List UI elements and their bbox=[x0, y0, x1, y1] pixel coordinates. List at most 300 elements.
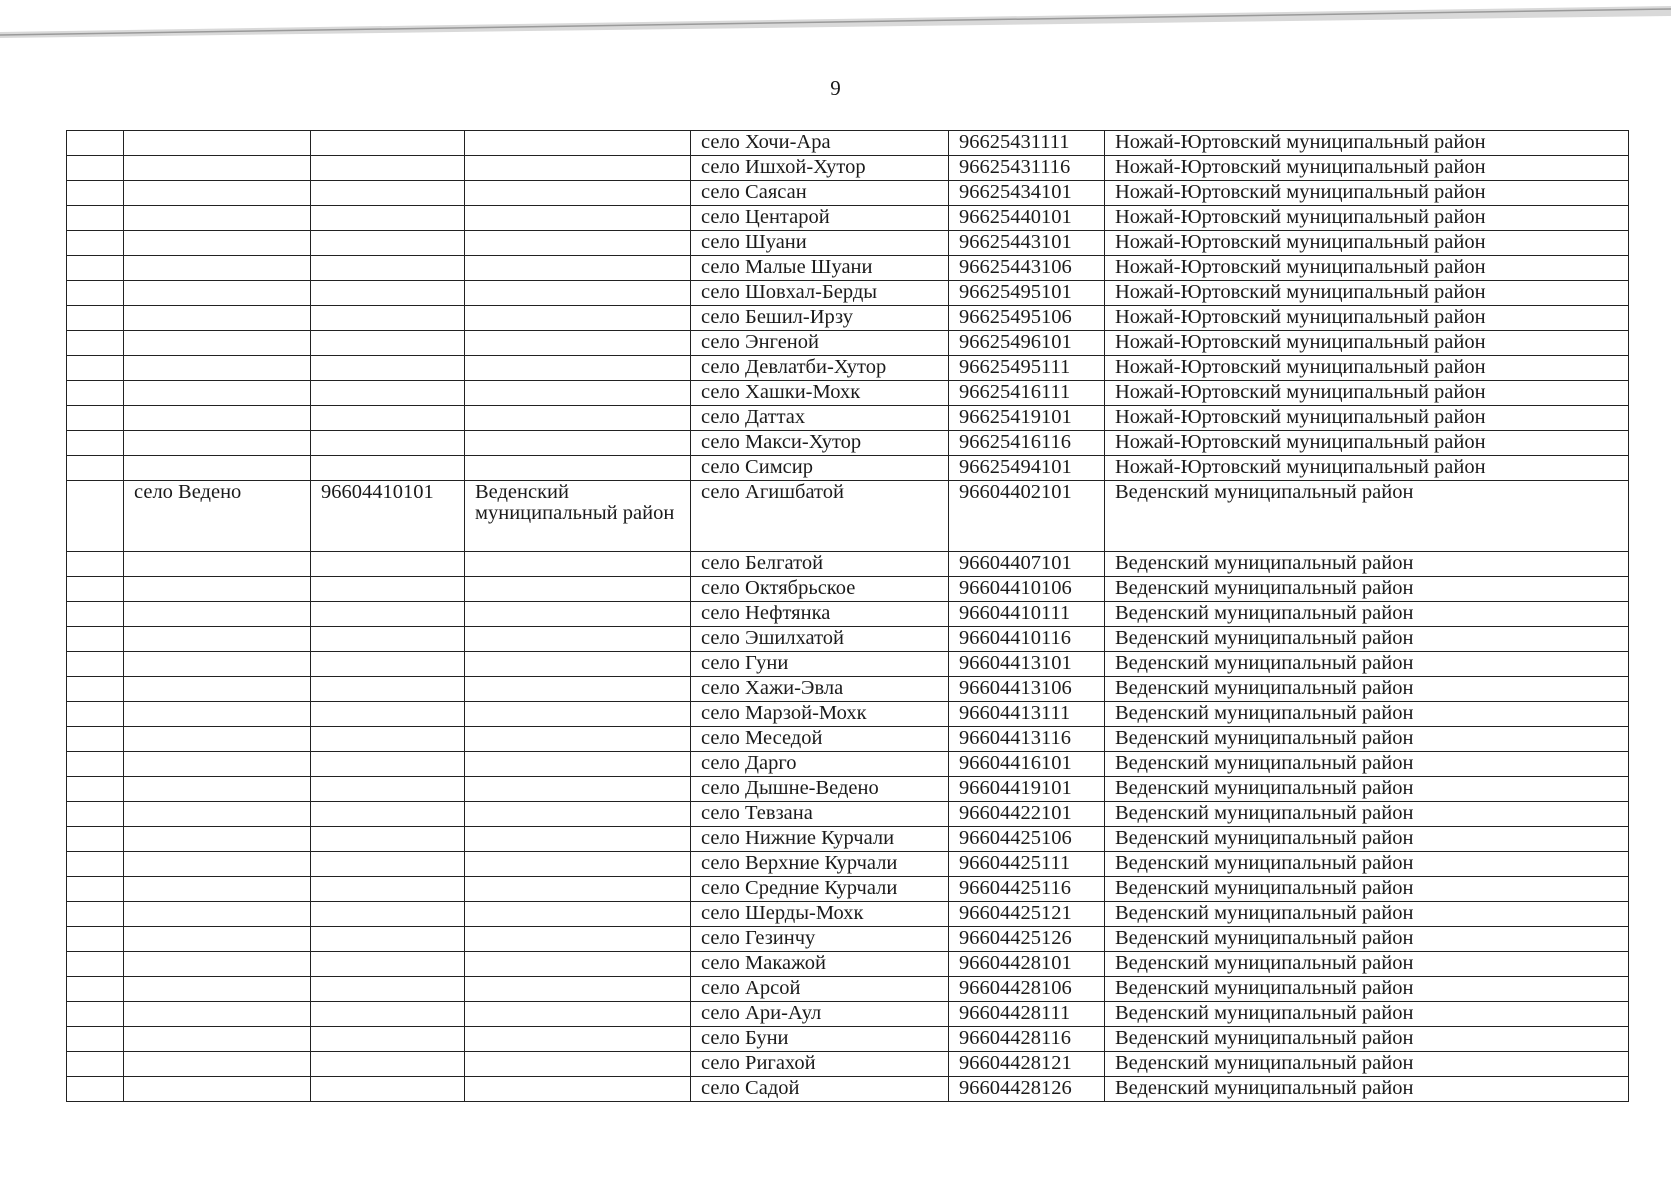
settlement-name: село Верхние Курчали bbox=[691, 852, 949, 877]
settlement-code: 96604413116 bbox=[949, 727, 1105, 752]
table-row bbox=[67, 1027, 1629, 1052]
vedeno-rows bbox=[67, 552, 1629, 1102]
settlement-code: 96604428121 bbox=[949, 1052, 1105, 1077]
settlement-name: село Октябрьское bbox=[691, 577, 949, 602]
cell-index bbox=[67, 627, 124, 652]
cell-center-code bbox=[311, 927, 465, 952]
settlement-district: Веденский муниципальный район bbox=[1105, 481, 1629, 552]
settlement-district: Веденский муниципальный район bbox=[1105, 702, 1629, 727]
settlement-code: 96625434101 bbox=[949, 181, 1105, 206]
settlement-code: 96604425126 bbox=[949, 927, 1105, 952]
settlement-name: село Белгатой bbox=[691, 552, 949, 577]
cell-center-code bbox=[311, 952, 465, 977]
cell-center-name bbox=[124, 156, 311, 181]
settlement-code: 96625443101 bbox=[949, 231, 1105, 256]
table-row bbox=[67, 156, 1629, 181]
cell-center-code bbox=[311, 1027, 465, 1052]
settlement-name: село Ригахой bbox=[691, 1052, 949, 1077]
cell-center-name bbox=[124, 206, 311, 231]
settlement-district: Веденский муниципальный район bbox=[1105, 1077, 1629, 1102]
cell-index bbox=[67, 1002, 124, 1027]
cell-center-district bbox=[465, 877, 691, 902]
table-row bbox=[67, 206, 1629, 231]
settlement-name: село Гуни bbox=[691, 652, 949, 677]
center-code: 96604410101 bbox=[311, 481, 465, 552]
table-row bbox=[67, 281, 1629, 306]
table-row bbox=[67, 977, 1629, 1002]
cell-center-district bbox=[465, 852, 691, 877]
cell-index bbox=[67, 1027, 124, 1052]
settlement-code: 96625494101 bbox=[949, 456, 1105, 481]
cell-center-district bbox=[465, 577, 691, 602]
cell-center-name bbox=[124, 602, 311, 627]
settlement-name: село Даттах bbox=[691, 406, 949, 431]
cell-center-name bbox=[124, 356, 311, 381]
cell-index bbox=[67, 552, 124, 577]
cell-center-name bbox=[124, 231, 311, 256]
settlement-code: 96625416116 bbox=[949, 431, 1105, 456]
cell-index bbox=[67, 456, 124, 481]
settlement-name: село Шерды-Мохк bbox=[691, 902, 949, 927]
settlement-code: 96625495111 bbox=[949, 356, 1105, 381]
cell-center-code bbox=[311, 627, 465, 652]
settlement-code: 96604413106 bbox=[949, 677, 1105, 702]
cell-center-district bbox=[465, 281, 691, 306]
cell-center-district bbox=[465, 1002, 691, 1027]
cell-center-name bbox=[124, 952, 311, 977]
settlement-name: село Средние Курчали bbox=[691, 877, 949, 902]
settlement-district: Ножай-Юртовский муниципальный район bbox=[1105, 356, 1629, 381]
settlement-code: 96604407101 bbox=[949, 552, 1105, 577]
cell-center-code bbox=[311, 877, 465, 902]
cell-center-code bbox=[311, 677, 465, 702]
settlement-code: 96604413101 bbox=[949, 652, 1105, 677]
table-row bbox=[67, 456, 1629, 481]
cell-center-district bbox=[465, 677, 691, 702]
cell-index bbox=[67, 952, 124, 977]
cell-center-name bbox=[124, 777, 311, 802]
cell-index bbox=[67, 902, 124, 927]
cell-center-district bbox=[465, 777, 691, 802]
settlement-code: 96604428111 bbox=[949, 1002, 1105, 1027]
cell-center-district bbox=[465, 406, 691, 431]
table-row bbox=[67, 331, 1629, 356]
settlement-district: Ножай-Юртовский муниципальный район bbox=[1105, 381, 1629, 406]
settlement-district: Веденский муниципальный район bbox=[1105, 1002, 1629, 1027]
table-row bbox=[67, 727, 1629, 752]
cell-center-code bbox=[311, 777, 465, 802]
table-row bbox=[67, 181, 1629, 206]
cell-center-name bbox=[124, 702, 311, 727]
settlement-code: 96625416111 bbox=[949, 381, 1105, 406]
cell-center-name bbox=[124, 431, 311, 456]
cell-center-code bbox=[311, 1002, 465, 1027]
cell-center-district bbox=[465, 1052, 691, 1077]
settlement-name: село Макажой bbox=[691, 952, 949, 977]
cell-index bbox=[67, 1052, 124, 1077]
settlement-code: 96604419101 bbox=[949, 777, 1105, 802]
cell-center-code bbox=[311, 131, 465, 156]
cell-center-name bbox=[124, 281, 311, 306]
settlement-district: Ножай-Юртовский муниципальный район bbox=[1105, 181, 1629, 206]
settlement-district: Ножай-Юртовский муниципальный район bbox=[1105, 131, 1629, 156]
nozhai-yurt-rows bbox=[67, 131, 1629, 481]
settlements-table bbox=[66, 130, 1629, 1102]
cell-center-district bbox=[465, 456, 691, 481]
cell-center-name bbox=[124, 406, 311, 431]
cell-center-code bbox=[311, 727, 465, 752]
settlement-district: Веденский муниципальный район bbox=[1105, 802, 1629, 827]
cell-center-district bbox=[465, 702, 691, 727]
table-row bbox=[67, 702, 1629, 727]
cell-center-code bbox=[311, 156, 465, 181]
settlement-code: 96604410106 bbox=[949, 577, 1105, 602]
cell-center-name bbox=[124, 131, 311, 156]
settlement-code: 96604428126 bbox=[949, 1077, 1105, 1102]
settlement-district: Веденский муниципальный район bbox=[1105, 827, 1629, 852]
settlement-district: Веденский муниципальный район bbox=[1105, 752, 1629, 777]
cell-index bbox=[67, 331, 124, 356]
settlement-district: Ножай-Юртовский муниципальный район bbox=[1105, 456, 1629, 481]
cell-center-district bbox=[465, 552, 691, 577]
cell-center-code bbox=[311, 1052, 465, 1077]
table-row bbox=[67, 1052, 1629, 1077]
table-row bbox=[67, 852, 1629, 877]
cell-center-code bbox=[311, 256, 465, 281]
settlement-district: Веденский муниципальный район bbox=[1105, 627, 1629, 652]
table-row bbox=[67, 927, 1629, 952]
cell-center-name bbox=[124, 1052, 311, 1077]
settlement-name: село Шовхал-Берды bbox=[691, 281, 949, 306]
cell-center-name bbox=[124, 1077, 311, 1102]
cell-center-name bbox=[124, 181, 311, 206]
cell-center-name bbox=[124, 652, 311, 677]
center-name: село Ведено bbox=[124, 481, 311, 552]
cell-center-name bbox=[124, 852, 311, 877]
settlement-name: село Ишхой-Хутор bbox=[691, 156, 949, 181]
vedeno-center-group bbox=[67, 481, 1629, 552]
cell-index bbox=[67, 727, 124, 752]
cell-center-name bbox=[124, 977, 311, 1002]
settlement-name: село Хашки-Мохк bbox=[691, 381, 949, 406]
cell-index bbox=[67, 777, 124, 802]
cell-index bbox=[67, 802, 124, 827]
settlement-code: 96604428101 bbox=[949, 952, 1105, 977]
settlement-code: 96604416101 bbox=[949, 752, 1105, 777]
cell-center-district bbox=[465, 1027, 691, 1052]
cell-center-code bbox=[311, 381, 465, 406]
cell-index bbox=[67, 602, 124, 627]
cell-center-name bbox=[124, 827, 311, 852]
settlement-code: 96604428106 bbox=[949, 977, 1105, 1002]
cell-center-district bbox=[465, 952, 691, 977]
cell-index bbox=[67, 577, 124, 602]
cell-center-district bbox=[465, 331, 691, 356]
settlement-code: 96625440101 bbox=[949, 206, 1105, 231]
settlement-district: Ножай-Юртовский муниципальный район bbox=[1105, 256, 1629, 281]
settlement-name: село Меседой bbox=[691, 727, 949, 752]
cell-center-district bbox=[465, 131, 691, 156]
cell-index bbox=[67, 702, 124, 727]
cell-index bbox=[67, 677, 124, 702]
settlement-name: село Энгеной bbox=[691, 331, 949, 356]
settlement-code: 96604402101 bbox=[949, 481, 1105, 552]
cell-center-code bbox=[311, 652, 465, 677]
cell-center-name bbox=[124, 627, 311, 652]
cell-index bbox=[67, 306, 124, 331]
settlement-code: 96604410116 bbox=[949, 627, 1105, 652]
cell-index bbox=[67, 877, 124, 902]
cell-index bbox=[67, 852, 124, 877]
settlement-name: село Арсой bbox=[691, 977, 949, 1002]
cell-center-name bbox=[124, 456, 311, 481]
settlement-district: Ножай-Юртовский муниципальный район bbox=[1105, 206, 1629, 231]
cell-center-code bbox=[311, 331, 465, 356]
cell-index bbox=[67, 827, 124, 852]
settlement-district: Веденский муниципальный район bbox=[1105, 977, 1629, 1002]
settlement-district: Ножай-Юртовский муниципальный район bbox=[1105, 281, 1629, 306]
settlement-district: Ножай-Юртовский муниципальный район bbox=[1105, 231, 1629, 256]
settlement-code: 96604422101 bbox=[949, 802, 1105, 827]
cell-center-district bbox=[465, 431, 691, 456]
table-row bbox=[67, 877, 1629, 902]
cell-center-code bbox=[311, 181, 465, 206]
table-row bbox=[67, 406, 1629, 431]
cell-center-code bbox=[311, 577, 465, 602]
cell-center-code bbox=[311, 752, 465, 777]
settlement-name: село Тевзана bbox=[691, 802, 949, 827]
cell-center-district bbox=[465, 306, 691, 331]
cell-index bbox=[67, 977, 124, 1002]
cell-center-district bbox=[465, 231, 691, 256]
cell-center-code bbox=[311, 356, 465, 381]
settlement-name: село Хочи-Ара bbox=[691, 131, 949, 156]
settlement-code: 96625495101 bbox=[949, 281, 1105, 306]
cell-center-name bbox=[124, 927, 311, 952]
cell-center-district bbox=[465, 652, 691, 677]
cell-index bbox=[67, 406, 124, 431]
settlement-name: село Ари-Аул bbox=[691, 1002, 949, 1027]
settlement-code: 96625419101 bbox=[949, 406, 1105, 431]
table-row bbox=[67, 131, 1629, 156]
cell-index bbox=[67, 752, 124, 777]
settlement-name: село Агишбатой bbox=[691, 481, 949, 552]
table-row bbox=[67, 752, 1629, 777]
settlement-name: село Буни bbox=[691, 1027, 949, 1052]
cell-center-code bbox=[311, 281, 465, 306]
cell-index bbox=[67, 156, 124, 181]
cell-index bbox=[67, 652, 124, 677]
cell-index bbox=[67, 131, 124, 156]
scan-edge-shadow bbox=[0, 0, 1671, 40]
settlement-name: село Хажи-Эвла bbox=[691, 677, 949, 702]
cell-center-code bbox=[311, 406, 465, 431]
cell-center-code bbox=[311, 702, 465, 727]
settlement-district: Веденский муниципальный район bbox=[1105, 877, 1629, 902]
table-row bbox=[67, 602, 1629, 627]
cell-index bbox=[67, 1077, 124, 1102]
cell-center-name bbox=[124, 877, 311, 902]
settlement-district: Веденский муниципальный район bbox=[1105, 952, 1629, 977]
settlement-district: Ножай-Юртовский муниципальный район bbox=[1105, 331, 1629, 356]
settlement-district: Веденский муниципальный район bbox=[1105, 602, 1629, 627]
table-row bbox=[67, 802, 1629, 827]
settlement-district: Веденский муниципальный район bbox=[1105, 552, 1629, 577]
cell-center-district bbox=[465, 602, 691, 627]
cell-center-name bbox=[124, 552, 311, 577]
table-row bbox=[67, 1002, 1629, 1027]
cell-center-district bbox=[465, 927, 691, 952]
settlement-name: село Малые Шуани bbox=[691, 256, 949, 281]
settlement-district: Ножай-Юртовский муниципальный район bbox=[1105, 306, 1629, 331]
cell-index bbox=[67, 381, 124, 406]
table-row bbox=[67, 952, 1629, 977]
settlement-code: 96604410111 bbox=[949, 602, 1105, 627]
cell-center-district bbox=[465, 977, 691, 1002]
cell-center-district bbox=[465, 727, 691, 752]
settlement-district: Веденский муниципальный район bbox=[1105, 577, 1629, 602]
settlement-district: Веденский муниципальный район bbox=[1105, 1027, 1629, 1052]
cell-center-name bbox=[124, 727, 311, 752]
cell-index bbox=[67, 231, 124, 256]
table-row bbox=[67, 902, 1629, 927]
cell-center-name bbox=[124, 1027, 311, 1052]
cell-index bbox=[67, 256, 124, 281]
settlement-name: село Центарой bbox=[691, 206, 949, 231]
settlement-name: село Девлатби-Хутор bbox=[691, 356, 949, 381]
settlement-name: село Саясан bbox=[691, 181, 949, 206]
cell-center-code bbox=[311, 902, 465, 927]
cell-center-district bbox=[465, 1077, 691, 1102]
settlement-name: село Дышне-Ведено bbox=[691, 777, 949, 802]
table-row bbox=[67, 577, 1629, 602]
settlement-district: Веденский муниципальный район bbox=[1105, 1052, 1629, 1077]
cell-center-district bbox=[465, 206, 691, 231]
cell-center-name bbox=[124, 752, 311, 777]
settlement-code: 96625495106 bbox=[949, 306, 1105, 331]
settlement-district: Ножай-Юртовский муниципальный район bbox=[1105, 406, 1629, 431]
settlement-code: 96604425111 bbox=[949, 852, 1105, 877]
cell-index bbox=[67, 356, 124, 381]
center-district: Веденский муниципальный район bbox=[465, 481, 691, 552]
cell-index bbox=[67, 181, 124, 206]
cell-index bbox=[67, 206, 124, 231]
cell-center-district bbox=[465, 181, 691, 206]
cell-center-district bbox=[465, 381, 691, 406]
cell-center-code bbox=[311, 306, 465, 331]
settlement-name: село Дарго bbox=[691, 752, 949, 777]
cell-index bbox=[67, 281, 124, 306]
settlement-district: Ножай-Юртовский муниципальный район bbox=[1105, 431, 1629, 456]
table-row bbox=[67, 256, 1629, 281]
cell-center-code bbox=[311, 827, 465, 852]
table-row bbox=[67, 431, 1629, 456]
settlement-code: 96604428116 bbox=[949, 1027, 1105, 1052]
settlement-name: село Марзой-Мохк bbox=[691, 702, 949, 727]
settlement-name: село Гезинчу bbox=[691, 927, 949, 952]
page-number: 9 bbox=[830, 76, 841, 100]
table-row bbox=[67, 627, 1629, 652]
settlement-code: 96604413111 bbox=[949, 702, 1105, 727]
cell-center-district bbox=[465, 627, 691, 652]
cell-index bbox=[67, 431, 124, 456]
settlement-district: Веденский муниципальный район bbox=[1105, 777, 1629, 802]
settlement-district: Веденский муниципальный район bbox=[1105, 727, 1629, 752]
settlement-code: 96604425106 bbox=[949, 827, 1105, 852]
settlement-district: Ножай-Юртовский муниципальный район bbox=[1105, 156, 1629, 181]
settlement-code: 96625496101 bbox=[949, 331, 1105, 356]
cell-center-code bbox=[311, 456, 465, 481]
settlement-district: Веденский муниципальный район bbox=[1105, 852, 1629, 877]
settlement-name: село Макси-Хутор bbox=[691, 431, 949, 456]
cell-index bbox=[67, 481, 124, 552]
cell-center-code bbox=[311, 552, 465, 577]
table-row bbox=[67, 1077, 1629, 1102]
cell-center-code bbox=[311, 802, 465, 827]
table-row-center bbox=[67, 481, 1629, 552]
table-row bbox=[67, 777, 1629, 802]
cell-center-name bbox=[124, 306, 311, 331]
settlement-code: 96625443106 bbox=[949, 256, 1105, 281]
table-row bbox=[67, 306, 1629, 331]
cell-center-district bbox=[465, 827, 691, 852]
table-row bbox=[67, 677, 1629, 702]
table-row bbox=[67, 827, 1629, 852]
table-row bbox=[67, 552, 1629, 577]
cell-center-district bbox=[465, 156, 691, 181]
settlement-name: село Шуани bbox=[691, 231, 949, 256]
settlement-name: село Нижние Курчали bbox=[691, 827, 949, 852]
settlement-district: Веденский муниципальный район bbox=[1105, 677, 1629, 702]
cell-center-code bbox=[311, 231, 465, 256]
settlement-district: Веденский муниципальный район bbox=[1105, 902, 1629, 927]
cell-center-code bbox=[311, 431, 465, 456]
cell-center-code bbox=[311, 977, 465, 1002]
cell-center-name bbox=[124, 902, 311, 927]
cell-center-name bbox=[124, 1002, 311, 1027]
cell-center-district bbox=[465, 356, 691, 381]
cell-center-code bbox=[311, 602, 465, 627]
table-row bbox=[67, 381, 1629, 406]
cell-index bbox=[67, 927, 124, 952]
cell-center-code bbox=[311, 1077, 465, 1102]
settlement-code: 96604425116 bbox=[949, 877, 1105, 902]
cell-center-district bbox=[465, 752, 691, 777]
cell-center-name bbox=[124, 677, 311, 702]
cell-center-name bbox=[124, 381, 311, 406]
settlement-code: 96625431116 bbox=[949, 156, 1105, 181]
cell-center-code bbox=[311, 206, 465, 231]
cell-center-district bbox=[465, 902, 691, 927]
cell-center-name bbox=[124, 577, 311, 602]
settlement-name: село Эшилхатой bbox=[691, 627, 949, 652]
settlement-district: Веденский муниципальный район bbox=[1105, 652, 1629, 677]
settlement-code: 96604425121 bbox=[949, 902, 1105, 927]
settlement-code: 96625431111 bbox=[949, 131, 1105, 156]
settlement-name: село Бешил-Ирзу bbox=[691, 306, 949, 331]
cell-center-name bbox=[124, 331, 311, 356]
settlement-name: село Нефтянка bbox=[691, 602, 949, 627]
cell-center-name bbox=[124, 802, 311, 827]
cell-center-name bbox=[124, 256, 311, 281]
table-row bbox=[67, 356, 1629, 381]
cell-center-district bbox=[465, 256, 691, 281]
settlement-name: село Садой bbox=[691, 1077, 949, 1102]
cell-center-district bbox=[465, 802, 691, 827]
table-row bbox=[67, 652, 1629, 677]
cell-center-code bbox=[311, 852, 465, 877]
table-row bbox=[67, 231, 1629, 256]
